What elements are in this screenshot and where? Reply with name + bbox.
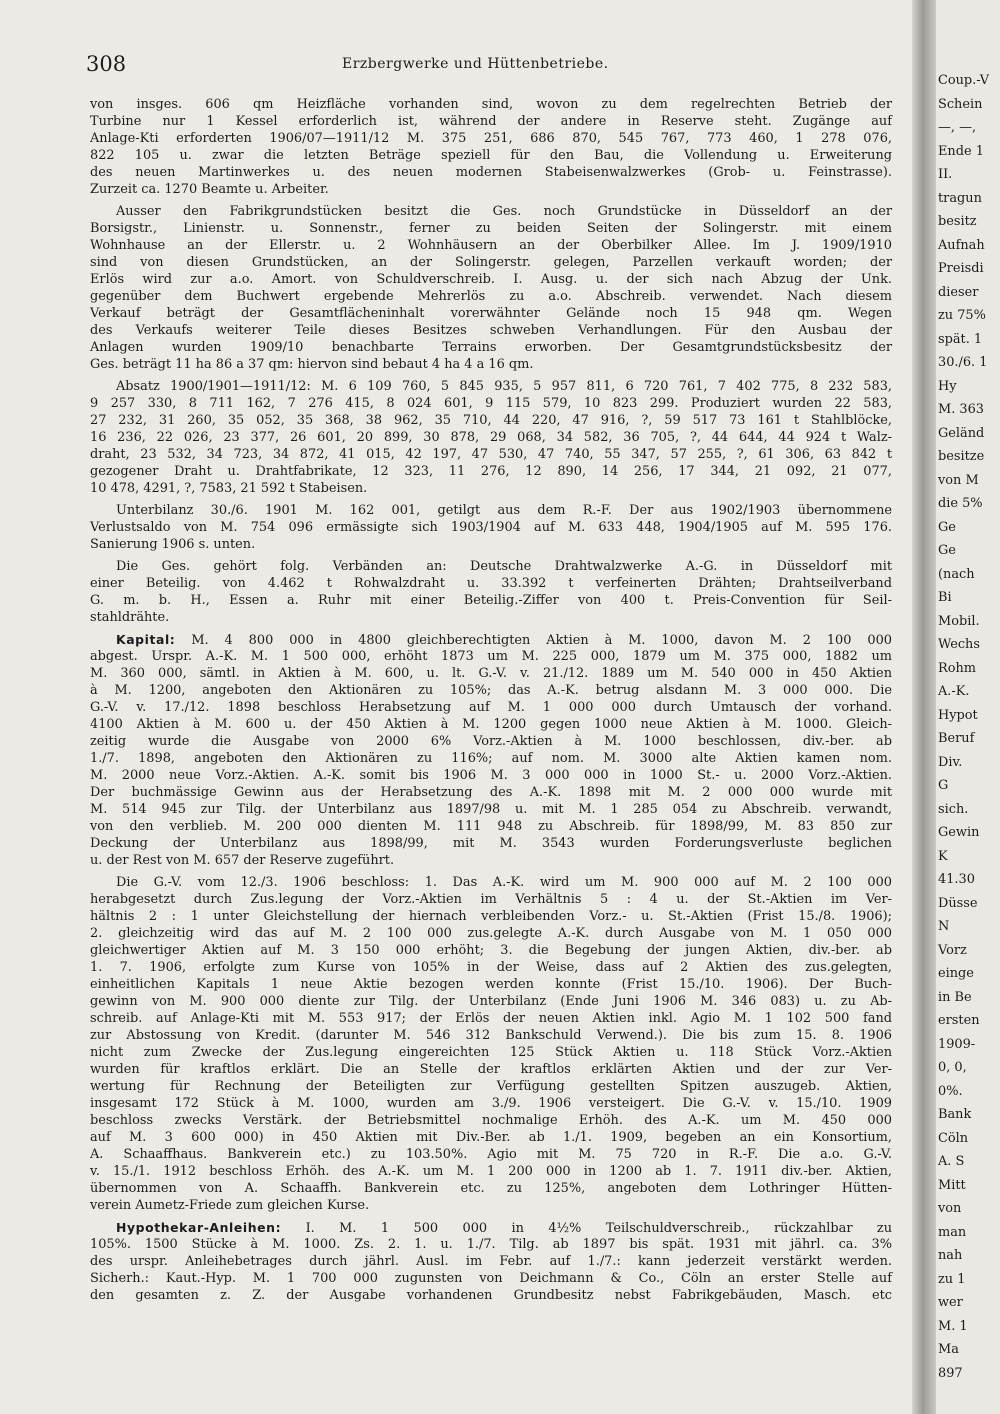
adjacent-page-fragment: II.	[938, 167, 953, 182]
line-text: zur Abstossung von Kredit. (darunter M. 546 312 Bankschuld Verwend.). Die bis zum 15. 8. 1906	[90, 1028, 892, 1043]
adjacent-page-fragment: 1909-	[938, 1036, 976, 1052]
body-line	[90, 536, 892, 553]
line-text: draht, 23 532, 34 723, 34 872, 41 015, 42 197, 47 530, 47 740, 55 347, 57 255, ?, 61 306, 63 842 t	[90, 447, 892, 462]
line-text: M. 360 000, sämtl. in Aktien à M. 600, u. lt. G.-V. v. 21./12. 1889 um M. 540 000 in 450 Aktien	[90, 666, 892, 681]
line-text: stahldrähte.	[90, 610, 170, 625]
line-text: A. Schaaffhaus. Bankverein etc.) zu 103.50%. Agio mit M. 75 720 in R.-F. Die a.o. G.-V.	[90, 1147, 892, 1162]
body-line	[90, 818, 892, 835]
line-text: herabgesetzt durch Zus.legung der Vorz.-Aktien im Verhältnis 5 : 4 u. der St.-Aktien im Ver-	[90, 892, 892, 907]
adjacent-page-fragment: 0%.	[938, 1083, 963, 1099]
line-text: Wohnhause an der Ellerstr. u. 2 Wohnhäusern an der Oberbilker Allee. Im J. 1909/1910	[90, 238, 892, 253]
body-line	[90, 412, 892, 429]
line-text: schreib. auf Anlage-Kti mit M. 553 917; der Erlös der neuen Aktien inkl. Agio M. 1 102 500 fand	[90, 1011, 892, 1026]
adjacent-page-fragment: spät. 1	[938, 331, 983, 347]
adjacent-page-fragment: Schein	[938, 96, 983, 112]
adjacent-page-fragment: Düsse	[938, 895, 978, 911]
line-text: auf M. 3 600 000) in 450 Aktien mit Div.-Ber. ab 1./1. 1909, begeben an ein Konsortium,	[90, 1130, 892, 1145]
adjacent-page-fragment: Geländ	[938, 425, 985, 441]
body-line	[90, 648, 892, 665]
line-text: zeitig wurde die Ausgabe von 2000 6% Vorz.-Aktien à M. 1000 beschlossen, div.-ber. ab	[90, 734, 892, 749]
body-line	[90, 609, 892, 626]
body-line	[90, 592, 892, 609]
body-line	[90, 395, 892, 412]
adjacent-page-fragment: (nach	[938, 566, 975, 582]
body-line	[90, 147, 892, 164]
adjacent-page-fragment: Mitt	[938, 1177, 966, 1193]
line-text: 105%. 1500 Stücke à M. 1000. Zs. 2. 1. u. 1./7. Tilg. ab 1897 bis spät. 1931 mit jährl. ca. 3%	[90, 1237, 892, 1252]
body-line	[90, 288, 892, 305]
body-line	[90, 699, 892, 716]
body-line	[90, 1095, 892, 1112]
line-text: Verlustsaldo von M. 754 096 ermässigte sich 1903/1904 auf M. 633 448, 1904/1905 auf M. 595 176.	[90, 520, 892, 535]
adjacent-page-fragment: Gewin	[938, 825, 980, 840]
line-text: 27 232, 31 260, 35 052, 35 368, 38 962, 35 710, 44 220, 47 916, ?, 59 517 73 161 t Stahlblöcke,	[90, 413, 892, 428]
body-line	[90, 1027, 892, 1044]
body-line	[90, 220, 892, 237]
adjacent-page-fragment: man	[938, 1224, 967, 1240]
body-line	[90, 339, 892, 356]
adjacent-page-fragment: 30./6. 1	[938, 355, 988, 370]
adjacent-page-fragment: Mobil.	[938, 613, 980, 629]
adjacent-page-fragment: wer	[938, 1295, 963, 1310]
line-text: Erlös wird zur a.o. Amort. von Schuldverschreib. I. Ausg. u. der sich nach Abzug der Unk.	[90, 272, 892, 287]
line-text: Die Ges. gehört folg. Verbänden an: Deutsche Drahtwalzwerke A.-G. in Düsseldorf mit	[116, 559, 892, 574]
line-text: u. der Rest von M. 657 der Reserve zugeführt.	[90, 853, 395, 868]
body-line	[90, 801, 892, 818]
adjacent-page-fragment: einge	[938, 966, 974, 981]
body-line	[90, 1236, 892, 1253]
line-text: M. 4 800 000 in 4800 gleichberechtigten Aktien à M. 1000, davon M. 2 100 000	[191, 633, 892, 648]
line-text: Sanierung 1906 s. unten.	[90, 537, 256, 552]
body-line	[90, 1197, 892, 1214]
adjacent-page-fragment: Ende 1	[938, 143, 984, 159]
body-line	[90, 181, 892, 198]
body-line	[90, 682, 892, 699]
line-text: I. M. 1 500 000 in 4½% Teilschuldverschreib., rückzahlbar zu	[305, 1221, 892, 1236]
line-text: insgesamt 172 Stück à M. 1000, wurden am 3./9. 1906 versteigert. Die G.-V. v. 15./10. 1909	[90, 1096, 892, 1111]
line-text: von den verblieb. M. 200 000 dienten M. 111 948 zu Abschreib. für 1898/99, M. 83 850 zur	[90, 819, 892, 834]
section-heading-line	[90, 631, 892, 648]
body-line	[90, 1061, 892, 1078]
body-line	[90, 1163, 892, 1180]
adjacent-page-fragment: Wechs	[938, 637, 980, 652]
adjacent-page-fragment: M. 363	[938, 402, 984, 417]
body-line	[90, 164, 892, 181]
line-text: M. 514 945 zur Tilg. der Unterbilanz aus 1897/98 u. mit M. 1 285 054 zu Abschreib. verwandt,	[90, 802, 892, 817]
adjacent-page-fragment: 41.30	[938, 872, 975, 887]
body-line	[90, 874, 892, 891]
body-line	[90, 463, 892, 480]
body-line	[90, 835, 892, 852]
body-line	[90, 976, 892, 993]
body-line	[90, 1270, 892, 1287]
body-line	[90, 237, 892, 254]
body-line	[90, 322, 892, 339]
adjacent-page-fragment: Ma	[938, 1342, 959, 1357]
body-line	[90, 1146, 892, 1163]
body-line	[90, 1078, 892, 1095]
body-line	[90, 480, 892, 497]
adjacent-page-fragment: zu 1	[938, 1271, 966, 1287]
line-text: Verkauf beträgt der Gesamtflächeninhalt vorerwähnter Gelände noch 15 948 qm. Wegen	[90, 306, 892, 321]
body-line	[90, 1287, 892, 1304]
line-text: v. 15./1. 1912 beschloss Erhöh. des A.-K. um M. 1 200 000 in 1200 ab 1. 7. 1911 div.-ber. Aktien,	[90, 1164, 892, 1179]
line-text: Ges. beträgt 11 ha 86 a 37 qm: hiervon sind bebaut 4 ha 4 a 16 qm.	[90, 357, 534, 372]
adjacent-page-fragment: Ge	[938, 543, 956, 558]
adjacent-page-fragment: Hy	[938, 378, 957, 394]
adjacent-page-fragment: Cöln	[938, 1130, 969, 1146]
body-line	[90, 271, 892, 288]
body-text	[90, 96, 892, 1304]
body-line	[90, 925, 892, 942]
adjacent-page-fragment: —, —,	[938, 120, 977, 135]
line-text: wertung für Rechnung der Beteiligten zur Verfügung gestellten Spitzen auszugeb. Aktien,	[90, 1079, 892, 1094]
adjacent-page-fragment: A. S	[938, 1154, 965, 1169]
page-number: 308	[86, 52, 127, 76]
body-line	[90, 558, 892, 575]
running-title: Erzbergwerke und Hüttenbetriebe.	[342, 56, 609, 72]
body-line	[90, 1129, 892, 1146]
body-line	[90, 113, 892, 130]
line-text: einer Beteilig. von 4.462 t Rohwalzdraht u. 33.392 t verfeinerten Drähten; Drahtseilverband	[90, 576, 892, 591]
line-text: 9 257 330, 8 711 162, 7 276 415, 8 024 601, 9 115 579, 10 823 299. Produziert wurden 22 583,	[90, 396, 892, 411]
body-line	[90, 203, 892, 220]
line-text: 822 105 u. zwar die letzten Beträge speziell für den Bau, die Vollendung u. Erweiterung	[90, 148, 892, 163]
line-text: 1. 7. 1906, erfolgte zum Kurse von 105% in der Weise, dass auf 2 Aktien des zus.gelegten,	[90, 960, 892, 975]
line-text: gewinn von M. 900 000 diente zur Tilg. der Unterbilanz (Ende Juni 1906 M. 346 083) u. zu Ab-	[90, 994, 892, 1009]
adjacent-page-fragment: Vorz	[938, 942, 967, 958]
line-text: 1./7. 1898, angeboten den Aktionären zu 116%; auf nom. M. 3000 alte Aktien kamen nom.	[90, 751, 892, 766]
adjacent-page-fragment: besitz	[938, 214, 977, 229]
line-text: Deckung der Unterbilanz aus 1898/99, mit M. 3543 wurden Forderungsverluste beglichen	[90, 836, 892, 851]
body-line	[90, 378, 892, 395]
adjacent-page-fragment: Bank	[938, 1107, 972, 1122]
body-line	[90, 502, 892, 519]
adjacent-page-fragment: die 5%	[938, 496, 983, 511]
body-line	[90, 356, 892, 373]
adjacent-page-fragment: Coup.-V	[938, 73, 990, 88]
section-keyword: Kapital:	[116, 632, 176, 647]
line-text: Sicherh.: Kaut.-Hyp. M. 1 700 000 zugunsten von Deichmann & Co., Cöln an erster Stelle auf	[90, 1271, 892, 1286]
body-line	[90, 1253, 892, 1270]
line-text: Zurzeit ca. 1270 Beamte u. Arbeiter.	[90, 182, 329, 197]
line-text: 10 478, 4291, ?, 7583, 21 592 t Stabeisen.	[90, 481, 368, 496]
line-text: übernommen von A. Schaaffh. Bankverein etc. zu 125%, angeboten dem Lothringer Hütten-	[90, 1181, 892, 1196]
line-text: Turbine nur 1 Kessel erforderlich ist, während der andere in Reserve steht. Zugänge auf	[90, 114, 892, 129]
line-text: verein Aumetz-Friede zum gleichen Kurse.	[90, 1198, 370, 1213]
line-text: gegenüber dem Buchwert ergebende Mehrerlös zu a.o. Abschreib. verwendet. Nach diesem	[90, 289, 892, 304]
adjacent-page-fragment: Bi	[938, 590, 952, 605]
body-line	[90, 852, 892, 869]
line-text: Unterbilanz 30./6. 1901 M. 162 001, getilgt aus dem R.-F. Der aus 1902/1903 übernommene	[116, 503, 892, 518]
line-text: beschloss zwecks Verstärk. der Betriebsmittel nochmalige Erhöh. des A.-K. um M. 450 000	[90, 1113, 892, 1128]
adjacent-page-fragment: Div.	[938, 754, 963, 770]
section-keyword: Hypothekar-Anleihen:	[116, 1220, 282, 1235]
body-line	[90, 575, 892, 592]
adjacent-page-fragment: M. 1	[938, 1318, 968, 1334]
line-text: Anlage-Kti erforderten 1906/07—1911/12 M. 375 251, 686 870, 545 767, 773 460, 1 278 076,	[90, 131, 892, 146]
adjacent-page-fragment: A.-K.	[938, 684, 970, 699]
adjacent-page-edge	[936, 0, 1000, 1414]
line-text: den gesamten z. Z. der Ausgabe vorhandenen Grundbesitz nebst Fabrikgebäuden, Masch. etc	[90, 1288, 892, 1303]
body-line	[90, 254, 892, 271]
body-line	[90, 130, 892, 147]
line-text: à M. 1200, angeboten den Aktionären zu 105%; das A.-K. betrug alsdann M. 3 000 000. Die	[90, 683, 892, 698]
body-line	[90, 429, 892, 446]
body-line	[90, 1010, 892, 1027]
body-line	[90, 1044, 892, 1061]
adjacent-page-fragment: K	[938, 848, 948, 864]
line-text: sind von diesen Grundstücken, an der Solingerstr. gelegen, Parzellen verkauft worden; der	[90, 255, 892, 270]
adjacent-page-fragment: dieser	[938, 284, 979, 300]
adjacent-page-fragment: nah	[938, 1248, 963, 1263]
line-text: einheitlichen Kapitals 1 neue Aktie bezogen werden konnte (Frist 15./10. 1906). Der Buch-	[90, 977, 892, 992]
line-text: von insges. 606 qm Heizfläche vorhanden sind, wovon zu dem regelrechten Betrieb der	[90, 97, 892, 112]
adjacent-page-fragment: sich.	[938, 801, 969, 817]
line-text: des neuen Martinwerkes u. des neuen modernen Stabeisenwalzwerkes (Grob- u. Feinstrasse).	[90, 165, 892, 180]
line-text: Borsigstr., Linienstr. u. Sonnenstr., ferner zu beiden Seiten der Solingerstr. mit einem	[90, 221, 892, 236]
body-line	[90, 446, 892, 463]
book-gutter	[912, 0, 936, 1414]
line-text: 4100 Aktien à M. 600 u. der 450 Aktien à M. 1200 gegen 1000 neue Aktien à M. 1000. Gleich-	[90, 717, 892, 732]
body-line	[90, 665, 892, 682]
adjacent-page-fragment: ersten	[938, 1013, 980, 1028]
adjacent-page-fragment: von M	[938, 472, 979, 488]
adjacent-page-fragment: N	[938, 919, 950, 934]
adjacent-page-fragment: von	[938, 1201, 962, 1216]
line-text: G. m. b. H., Essen a. Ruhr mit einer Beteilig.-Ziffer von 400 t. Preis-Convention für Seil-	[90, 593, 892, 608]
body-line	[90, 1112, 892, 1129]
body-line	[90, 959, 892, 976]
adjacent-page-fragment: besitze	[938, 449, 985, 464]
body-line	[90, 96, 892, 113]
body-line	[90, 519, 892, 536]
section-heading-line	[90, 1219, 892, 1236]
body-line	[90, 993, 892, 1010]
line-text: G.-V. v. 17./12. 1898 beschloss Herabsetzung auf M. 1 000 000 durch Umtausch der vorhand.	[90, 700, 892, 715]
body-line	[90, 716, 892, 733]
line-text: M. 2000 neue Vorz.-Aktien. A.-K. somit bis 1906 M. 3 000 000 in 1000 St.- u. 2000 Vorz.-Aktien.	[90, 768, 892, 783]
line-text: des Verkaufs weiterer Teile dieses Besitzes schweben Verhandlungen. Für den Ausbau der	[90, 323, 892, 338]
line-text: des urspr. Anleihebetrages durch jährl. Ausl. im Febr. auf 1./7.: kann jederzeit verstärkt werden.	[90, 1254, 892, 1269]
body-line	[90, 784, 892, 801]
line-text: Der buchmässige Gewinn aus der Herabsetzung des A.-K. 1898 mit M. 2 000 000 wurde mit	[90, 785, 892, 800]
body-line	[90, 750, 892, 767]
line-text: hältnis 2 : 1 unter Gleichstellung der hiernach verbleibenden Vorz.- u. St.-Aktien (Frist 15./8. 1906);	[90, 909, 892, 924]
adjacent-page-fragment: 0, 0,	[938, 1060, 967, 1075]
line-text: 2. gleichzeitig wird das auf M. 2 100 000 zus.gelegte A.-K. durch Ausgabe von M. 1 050 000	[90, 926, 892, 941]
adjacent-page-fragment: Rohm	[938, 660, 976, 676]
line-text: 16 236, 22 026, 23 377, 26 601, 20 899, 30 878, 29 068, 34 582, 36 705, ?, 44 644, 44 924 t Walz-	[90, 430, 892, 445]
adjacent-page-fragment: in Be	[938, 989, 972, 1005]
body-line	[90, 305, 892, 322]
line-text: gezogener Draht u. Drahtfabrikate, 12 323, 11 276, 12 890, 14 256, 17 344, 21 092, 21 077,	[90, 464, 892, 479]
adjacent-page-fragment: Ge	[938, 519, 956, 535]
adjacent-page-fragment: G	[938, 778, 949, 793]
adjacent-page-fragment: Aufnah	[938, 237, 985, 253]
adjacent-page-fragment: Beruf	[938, 731, 975, 746]
body-line	[90, 1180, 892, 1197]
body-line	[90, 891, 892, 908]
adjacent-page-fragment: Preisdi	[938, 261, 984, 276]
adjacent-page-fragment: 897	[938, 1365, 963, 1381]
line-text: wurden für kraftlos erklärt. Die an Stelle der kraftlos erklärten Aktien und der zur Ver-	[90, 1062, 892, 1077]
line-text: Ausser den Fabrikgrundstücken besitzt die Ges. noch Grundstücke in Düsseldorf an der	[116, 204, 892, 219]
line-text: abgest. Urspr. A.-K. M. 1 500 000, erhöht 1873 um M. 225 000, 1879 um M. 375 000, 1882 um	[90, 649, 892, 664]
line-text: gleichwertiger Aktien auf M. 3 150 000 erhöht; 3. die Begebung der jungen Aktien, div.-ber. ab	[90, 943, 892, 958]
adjacent-page-fragment: Hypot	[938, 707, 978, 723]
line-text: Absatz 1900/1901—1911/12: M. 6 109 760, 5 845 935, 5 957 811, 6 720 761, 7 402 775, 8 232 583,	[116, 379, 892, 394]
line-text: Anlagen wurden 1909/10 benachbarte Terrains erworben. Der Gesamtgrundstücksbesitz der	[90, 340, 892, 355]
body-line	[90, 942, 892, 959]
body-line	[90, 908, 892, 925]
body-line	[90, 733, 892, 750]
adjacent-page-fragment: zu 75%	[938, 308, 986, 323]
line-text: nicht zum Zwecke der Zus.legung eingereichten 125 Stück Aktien u. 118 Stück Vorz.-Aktien	[90, 1045, 892, 1060]
adjacent-page-fragment: tragun	[938, 190, 982, 206]
line-text: Die G.-V. vom 12./3. 1906 beschloss: 1. Das A.-K. wird um M. 900 000 auf M. 2 100 000	[116, 875, 892, 890]
body-line	[90, 767, 892, 784]
